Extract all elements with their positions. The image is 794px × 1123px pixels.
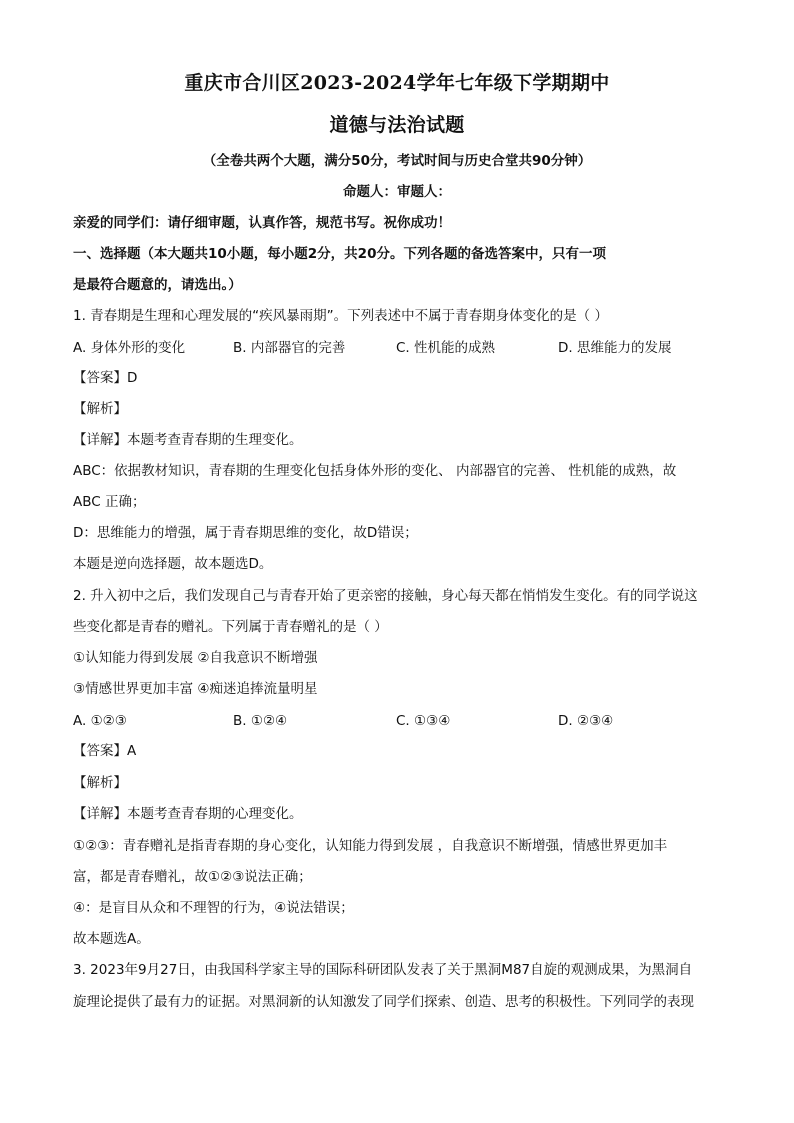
q1-option-c: C. 性机能的成熟	[396, 340, 496, 356]
q1-conclusion: 本题是逆向选择题，故本题选D。	[73, 556, 273, 572]
q1-analysis-label: 【解析】	[73, 401, 127, 417]
q1-option-b: B. 内部器官的完善	[233, 340, 346, 356]
q2-stem-cont: 些变化都是青春的赠礼。下列属于青春赠礼的是（ ）	[73, 619, 388, 635]
q1-option-d: D. 思维能力的发展	[558, 340, 672, 356]
q1-explain-abc: ABC：依据教材知识，青春期的生理变化包括身体外形的变化、 内部器官的完善、 性机能的成熟，故	[73, 463, 677, 479]
q1-explain-d: D：思维能力的增强，属于青春期思维的变化，故D错误；	[73, 525, 418, 541]
q2-option-b: B. ①②④	[233, 713, 288, 729]
section-heading: 一、选择题（本大题共10小题，每小题2分，共20分。下列各题的备选答案中，只有一项	[73, 246, 606, 262]
q2-explain-123: ①②③：青春赠礼是指青春期的身心变化，认知能力得到发展 ，自我意识不断增强，情感世界更加丰	[73, 838, 668, 854]
q2-explain-123-cont: 富，都是青春赠礼，故①②③说法正确；	[73, 869, 312, 885]
q1-answer: 【答案】D	[73, 370, 138, 386]
q2-stem: 2. 升入初中之后，我们发现自己与青春开始了更亲密的接触，身心每天都在悄悄发生变化。有的同学说这	[73, 588, 698, 604]
q2-conclusion: 故本题选A。	[73, 931, 150, 947]
q2-detail: 【详解】本题考查青春期的心理变化。	[73, 806, 303, 822]
exam-title: 重庆市合川区2023-2024学年七年级下学期期中	[184, 72, 610, 94]
q2-analysis-label: 【解析】	[73, 775, 127, 791]
q1-stem: 1. 青春期是生理和心理发展的“疾风暴雨期”。下列表述中不属于青春期身体变化的是（ ）	[73, 308, 608, 324]
exam-note: （全卷共两个大题，满分50分，考试时间与历史合堂共90分钟）	[202, 153, 592, 169]
section-heading-cont: 是最符合题意的，请选出。）	[73, 277, 242, 293]
exam-authors: 命题人：审题人：	[343, 184, 451, 200]
q2-option-a: A. ①②③	[73, 713, 127, 729]
q2-option-d: D. ②③④	[558, 713, 614, 729]
q1-option-a: A. 身体外形的变化	[73, 340, 186, 356]
q2-items-2: ③情感世界更加丰富 ④痴迷追捧流量明星	[73, 681, 318, 697]
greeting: 亲爱的同学们：请仔细审题，认真作答，规范书写。祝你成功！	[73, 215, 451, 231]
q1-explain-abc-cont: ABC 正确；	[73, 494, 146, 510]
q2-option-c: C. ①③④	[396, 713, 451, 729]
exam-subject-title: 道德与法治试题	[329, 114, 465, 136]
q3-stem: 3. 2023年9月27日，由我国科学家主导的国际科研团队发表了关于黑洞M87自旋的观测成果，为黑洞自	[73, 962, 693, 978]
q2-items-1: ①认知能力得到发展 ②自我意识不断增强	[73, 650, 318, 666]
q3-stem-cont: 旋理论提供了最有力的证据。对黑洞新的认知激发了同学们探索、创造、思考的积极性。下列同学的表现	[73, 994, 694, 1010]
q2-explain-4: ④：是盲目从众和不理智的行为，④说法错误；	[73, 900, 354, 916]
q2-answer: 【答案】A	[73, 743, 137, 759]
q1-detail: 【详解】本题考查青春期的生理变化。	[73, 432, 303, 448]
